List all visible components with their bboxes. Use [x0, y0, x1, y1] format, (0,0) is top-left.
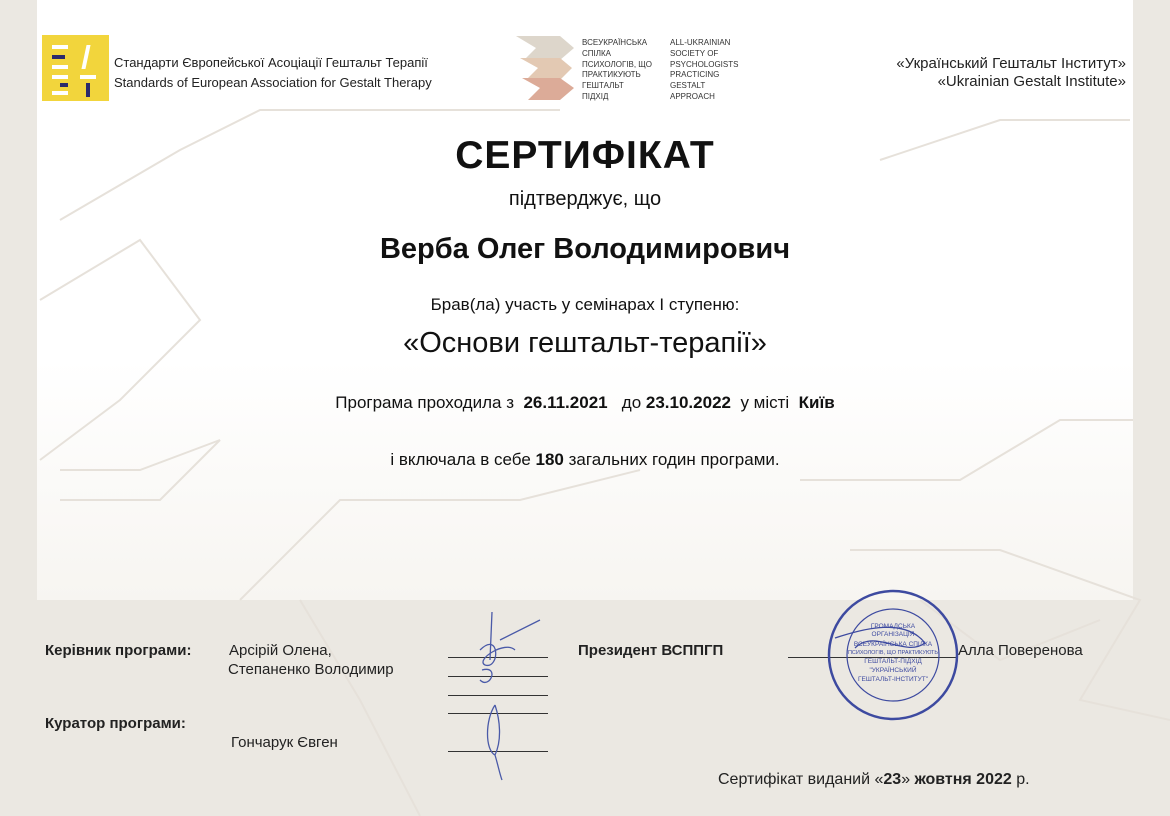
program-dates: Програма проходила з 26.11.2021 до 23.10.2022 у місті Київ — [335, 393, 835, 412]
svg-text:ГРОМАДСЬКА: ГРОМАДСЬКА — [870, 623, 916, 630]
svg-text:ПСИХОЛОГІВ, ЩО ПРАКТИКУЮТЬ: ПСИХОЛОГІВ, ЩО ПРАКТИКУЮТЬ — [847, 650, 939, 656]
signature-scribbles — [460, 610, 560, 785]
hours-text: і включала в себе 180 загальних годин програми. — [390, 450, 780, 469]
recipient-name: Верба Олег Володимирович — [379, 233, 791, 265]
vsp-text-ua: ВСЕУКРАЇНСЬКА СПІЛКА ПСИХОЛОГІВ, ЩО ПРАКТИКУЮТЬ ГЕШТАЛЬТ ПІДХІД — [582, 38, 653, 101]
svg-text:ОРГАНІЗАЦІЯ: ОРГАНІЗАЦІЯ — [871, 631, 915, 638]
eaga-ua: Стандарти Європейської Асоціації Гештальт Терапії — [114, 55, 428, 70]
participation-text: Брав(ла) участь у семінарах I ступеню: — [430, 295, 740, 314]
curator-name: Гончарук Євген — [231, 734, 338, 751]
president-name: Алла Поверенова — [958, 642, 1083, 659]
director-label: Керівник програми: — [45, 642, 192, 659]
date-to: 23.10.2022 — [645, 393, 731, 412]
eagt-logo — [42, 35, 109, 101]
svg-text:ГЕШТАЛЬТ-ІНСТИТУТ": ГЕШТАЛЬТ-ІНСТИТУТ" — [857, 676, 929, 683]
director-name-2: Степаненко Володимир — [228, 661, 394, 678]
svg-text:"УКРАЇНСЬКИЙ: "УКРАЇНСЬКИЙ — [869, 667, 917, 674]
issued-date: Сертифікат виданий «23» жовтня 2022 р. — [718, 771, 1030, 788]
vsp-text-en: ALL-UKRAINIAN SOCIETY OF PSYCHOLOGISTS PRACTICING GESTALT APPROACH — [670, 38, 739, 101]
eaga-text — [114, 53, 432, 93]
director-name-1: Арсірій Олена, — [229, 642, 332, 659]
president-label: Президент ВСППГП — [578, 642, 724, 659]
certificate-title: СЕРТИФІКАТ — [455, 134, 715, 177]
svg-text:ВСЕУКРАЇНСЬКА СПІЛКА: ВСЕУКРАЇНСЬКА СПІЛКА — [853, 641, 933, 648]
confirms-text: підтверджує, що — [508, 188, 662, 210]
curator-label: Куратор програми: — [45, 715, 186, 732]
city: Київ — [798, 393, 835, 412]
date-from: 26.11.2021 — [523, 393, 608, 412]
ugi-text: «Український Гештальт Інститут» «Ukrainian Gestalt Institute» — [896, 55, 1126, 90]
vsp-logo — [516, 36, 578, 102]
svg-text:ГЕШТАЛЬТ-ПІДХІД: ГЕШТАЛЬТ-ПІДХІД — [864, 658, 922, 665]
official-stamp — [815, 588, 970, 723]
eaga-en: Standards of European Association for Gestalt Therapy — [114, 75, 432, 90]
course-title: «Основи гештальт-терапії» — [403, 327, 767, 359]
hours-count: 180 — [535, 450, 564, 469]
